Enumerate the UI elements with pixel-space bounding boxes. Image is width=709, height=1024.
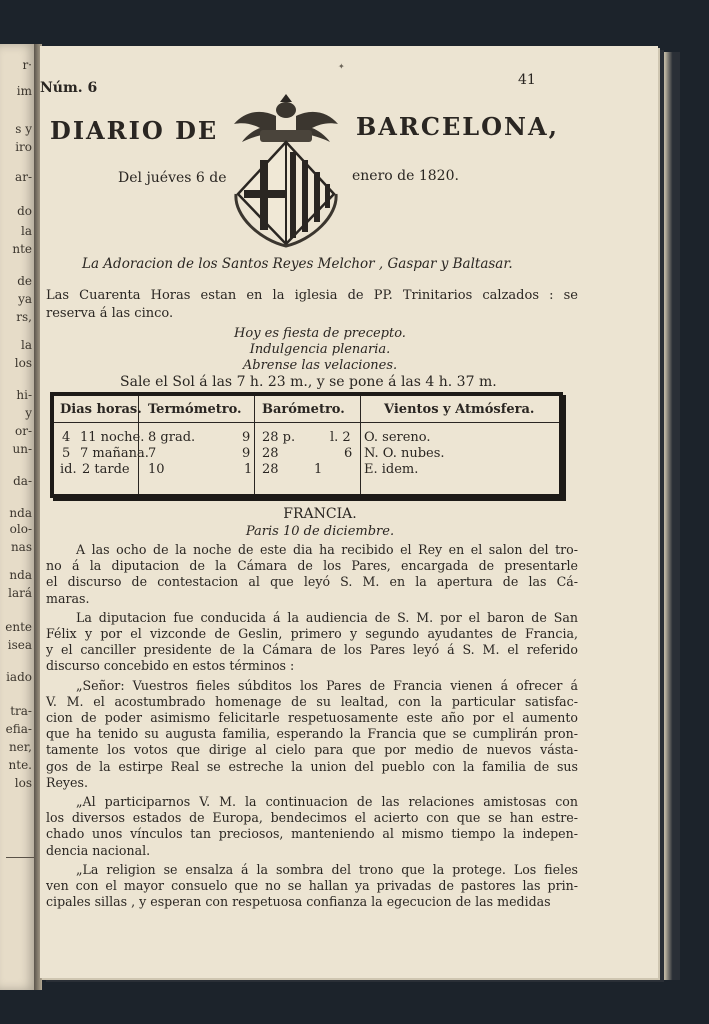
article-paragraph [46,794,578,859]
header-barometer: Barómetro. [262,402,345,417]
left-page-fragment: do [17,204,32,218]
sunrise-sunset: Sale el Sol á las 7 h. 23 m., y se pone á las 4 h. 37 m. [120,374,497,390]
article-line: que ha tenido su augusta familia, esperando la Francia que se cumplirán pron- [46,726,578,742]
article-dateline: Paris 10 de diciembre. [245,524,395,539]
article-line: dencia nacional. [46,842,151,858]
row-wind: O. sereno. [364,430,431,445]
left-page-fragment: tra- [10,704,32,718]
row-baro: 28 [262,446,279,461]
left-page-fragment: la [21,338,32,352]
row-thermo: 8 grad. [148,430,196,445]
left-page-fragment: nte. [8,758,32,772]
left-page-fragment: ente [5,620,32,634]
article-line: cion de poder asimismo felicitarle respetuosamente este año por el aumento [46,710,578,726]
left-page-fragment: olo- [9,522,32,536]
article-line: Félix y por el vizconde de Geslin, primero y segundo ayudantes de Francia, [46,626,578,642]
feast-notice: Hoy es fiesta de precepto. [234,326,406,341]
row-day: id. [60,462,77,477]
header-thermometer: Termómetro. [148,402,242,417]
page-number: 41 [518,72,536,88]
left-page-fragment: los [14,356,32,370]
row-baro: 28 p. [262,430,296,445]
row-hour: 7 mañana. [80,446,149,461]
article-line: maras. [46,590,90,606]
feast-saints: La Adoracion de los Santos Reyes Melchor , Gaspar y Baltasar. [82,256,513,272]
left-page-fragment: iro [15,140,32,154]
row-baro-lines: l. 2 [330,430,351,445]
left-page-fragment: nda [9,506,32,520]
row-wind: E. idem. [364,462,419,477]
row-day: 4 [62,430,71,445]
article-line: chado unos vínculos tan preciosos, manteniendo al mismo tiempo la indepen- [46,826,578,842]
coat-of-arms-icon [230,90,342,248]
left-page-fragment: la [21,224,32,238]
article-body [46,542,578,910]
article-line: no á la diputacion de la Cámara de los Pares, encargada de presentarle [46,558,578,574]
article-line: A las ocho de la noche de este dia ha recibido el Rey en el salon del tro- [76,542,578,557]
article-line: „Señor: Vuestros fieles súbditos los Pares de Francia vienen á ofrecer á [76,677,578,693]
article-line: La diputacion fue conducida á la audiencia de S. M. por el baron de San [76,609,578,625]
left-page-fragment: im [16,84,32,98]
left-page-fragment: lará [8,586,32,600]
row-thermo-frac: 1 [244,462,253,477]
left-facing-page [0,44,36,990]
left-page-fragment: isea [7,638,32,652]
row-baro: 28 [262,462,279,477]
left-page-fragment: rs, [16,310,32,324]
weather-table [50,392,563,498]
article-paragraph [46,610,578,675]
article-paragraph [46,542,578,607]
left-page-fragment: nte [12,242,32,256]
left-page-rule [6,857,36,858]
row-wind: N. O. nubes. [364,446,445,461]
article-paragraph [46,862,578,911]
left-page-fragment: nda [9,568,32,582]
forty-hours-line-2: reserva á las cinco. [46,306,174,321]
page-edge [655,52,680,980]
row-thermo-frac: 9 [242,430,251,445]
left-page-fragment: da- [13,474,32,488]
indulgence-notice: Indulgencia plenaria. [249,342,391,357]
left-page-fragment: s y [15,122,32,136]
left-page-fragment: ner, [8,740,32,754]
left-page-fragment: de [17,274,32,288]
article-line: y el canciller presidente de la Cámara de los Pares leyó á S. M. el referido [46,642,578,658]
header-wind-atmosphere: Vientos y Atmósfera. [384,402,535,417]
article-paragraph [46,678,578,791]
row-thermo-frac: 9 [242,446,251,461]
row-day: 5 [62,446,71,461]
row-baro-lines: 6 [344,446,353,461]
article-line: cipales sillas , y esperan con respetuosa confianza la egecucion de las medidas [46,894,551,910]
page-mark: ✦ [338,62,345,71]
article-line: Reyes. [46,774,88,790]
article-line: ven con el mayor consuelo que no se hallan ya privadas de pastores las prin- [46,878,578,894]
header-days-hours: Dias horas. [60,402,142,417]
left-page-fragment: ya [18,292,32,306]
article-line: gos de la estirpe Real se estreche la union del pueblo con la familia de sus [46,758,578,774]
left-page-fragment: los [14,776,32,790]
article-line: V. M. el acostumbrado homenage de su lealtad, con la particular satisfac- [46,693,578,709]
forty-hours-line-1: Las Cuarenta Horas estan en la iglesia de PP. Trinitarios calzados : se [46,288,578,303]
row-hour: 2 tarde [82,462,130,477]
left-page-fragment: or- [14,424,32,438]
left-page-fragment: iado [6,670,32,684]
left-page-fragment: un- [12,442,32,456]
row-thermo: 7 [148,446,157,461]
article-line: „Al participarnos V. M. la continuacion de las relaciones amistosas con [76,794,578,810]
row-hour: 11 noche. [80,430,145,445]
issue-number: Núm. 6 [40,80,98,96]
article-line: los diversos estados de Europa, bendecimos el acierto con que se han estre- [46,810,578,826]
masthead-title-left: DIARIO DE [50,116,219,145]
veiling-notice: Abrense las velaciones. [242,358,398,373]
article-line: „La religion se ensalza á la sombra del trono que la protege. Los fieles [76,861,578,877]
row-baro-lines: 1 [314,462,323,477]
article-line: el discurso de contestacion al que leyó S. M. en la apertura de las Cá- [46,574,578,590]
left-page-fragment: ar- [15,170,32,184]
left-page-fragment: nas [10,540,32,554]
row-thermo: 10 [148,462,165,477]
issue-date-left: Del juéves 6 de [118,170,227,186]
left-page-fragment: efia- [5,722,32,736]
section-title: FRANCIA. [283,506,357,522]
article-line: discurso concebido en estos términos : [46,658,295,674]
masthead-title-right: BARCELONA, [356,112,559,141]
left-page-fragment: r· [22,58,32,72]
article-line: tamente los votos que dirige al cielo para que por medio de nuevos vásta- [46,742,578,758]
left-page-fragment: y [25,406,32,420]
newspaper-page [40,46,658,978]
issue-date-right: enero de 1820. [352,168,459,184]
left-page-fragment: hi- [16,388,32,402]
